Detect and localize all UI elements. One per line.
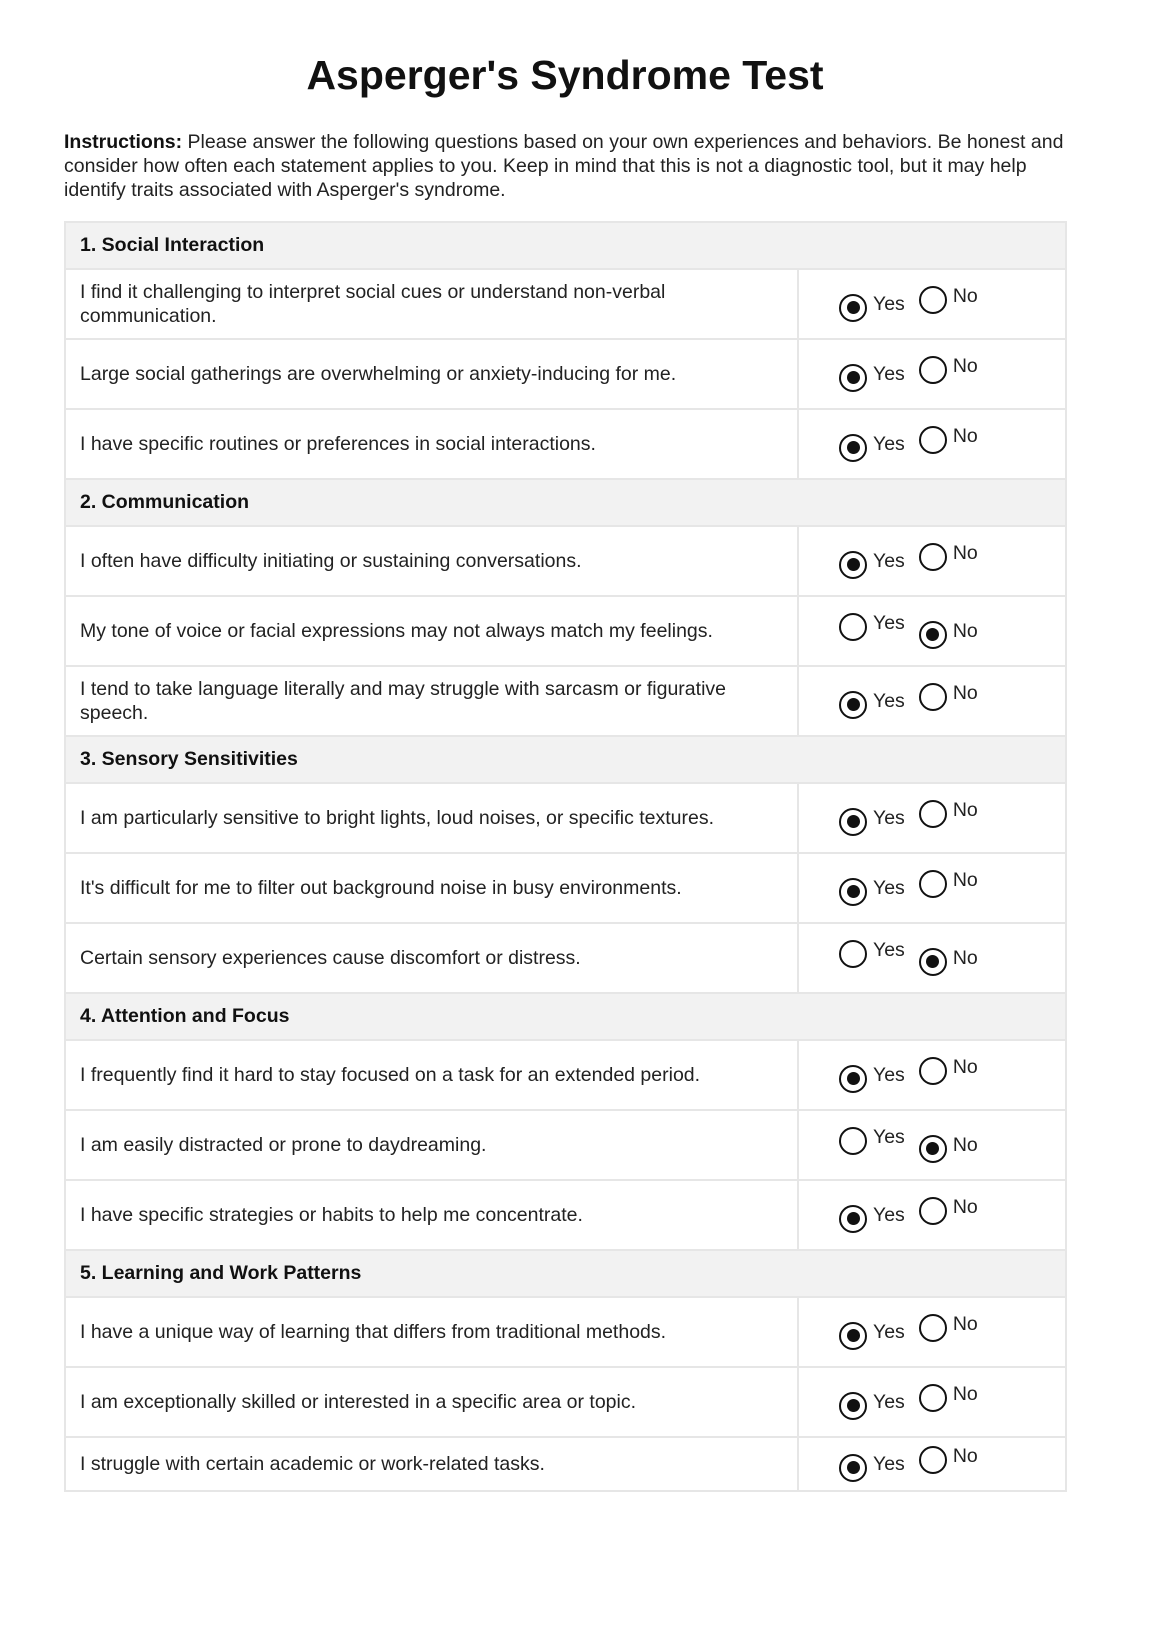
yes-label: Yes bbox=[873, 549, 905, 572]
yes-option[interactable] bbox=[839, 613, 905, 641]
answer-cell bbox=[798, 409, 1066, 479]
answer-cell bbox=[798, 1297, 1066, 1367]
section-title: 1. Social Interaction bbox=[65, 222, 1066, 269]
section-header bbox=[65, 479, 1066, 526]
radio-no[interactable] bbox=[919, 426, 947, 454]
question-text: I am exceptionally skilled or interested in a specific area or topic. bbox=[65, 1367, 798, 1437]
no-label: No bbox=[952, 1445, 978, 1468]
yes-option[interactable] bbox=[839, 1322, 905, 1350]
radio-no[interactable] bbox=[919, 948, 947, 976]
answer-cell bbox=[798, 666, 1066, 736]
answer-cell bbox=[798, 339, 1066, 409]
no-option[interactable] bbox=[919, 426, 978, 454]
section-header bbox=[65, 222, 1066, 269]
question-text: I often have difficulty initiating or sustaining conversations. bbox=[65, 526, 798, 596]
yes-option[interactable] bbox=[839, 940, 905, 968]
no-label: No bbox=[952, 1196, 978, 1219]
radio-no[interactable] bbox=[919, 1384, 947, 1412]
no-label: No bbox=[952, 542, 978, 565]
question-row bbox=[65, 1297, 1066, 1367]
yes-option[interactable] bbox=[839, 364, 905, 392]
question-text: It's difficult for me to filter out background noise in busy environments. bbox=[65, 853, 798, 923]
radio-no[interactable] bbox=[919, 870, 947, 898]
radio-no[interactable] bbox=[919, 1314, 947, 1342]
yes-label: Yes bbox=[873, 612, 905, 635]
no-option[interactable] bbox=[919, 286, 978, 314]
radio-yes[interactable] bbox=[839, 364, 867, 392]
yes-label: Yes bbox=[873, 292, 905, 315]
no-label: No bbox=[952, 1383, 978, 1406]
no-option[interactable] bbox=[919, 948, 978, 976]
radio-yes[interactable] bbox=[839, 691, 867, 719]
answer-cell bbox=[798, 1040, 1066, 1110]
no-option[interactable] bbox=[919, 1197, 978, 1225]
answer-cell bbox=[798, 526, 1066, 596]
yes-label: Yes bbox=[873, 362, 905, 385]
instructions bbox=[64, 130, 1064, 202]
no-option[interactable] bbox=[919, 870, 978, 898]
answer-cell bbox=[798, 596, 1066, 666]
question-row bbox=[65, 339, 1066, 409]
answer-cell bbox=[798, 923, 1066, 993]
answer-cell bbox=[798, 1437, 1066, 1491]
no-option[interactable] bbox=[919, 543, 978, 571]
no-label: No bbox=[952, 425, 978, 448]
question-text: Certain sensory experiences cause discomfort or distress. bbox=[65, 923, 798, 993]
question-row bbox=[65, 666, 1066, 736]
yes-option[interactable] bbox=[839, 1454, 905, 1482]
radio-yes[interactable] bbox=[839, 878, 867, 906]
section-title: 4. Attention and Focus bbox=[65, 993, 1066, 1040]
yes-option[interactable] bbox=[839, 1205, 905, 1233]
question-text: My tone of voice or facial expressions may not always match my feelings. bbox=[65, 596, 798, 666]
yes-label: Yes bbox=[873, 1320, 905, 1343]
section-title: 3. Sensory Sensitivities bbox=[65, 736, 1066, 783]
yes-option[interactable] bbox=[839, 551, 905, 579]
question-text: I am easily distracted or prone to daydreaming. bbox=[65, 1110, 798, 1180]
no-option[interactable] bbox=[919, 1314, 978, 1342]
no-label: No bbox=[952, 1133, 978, 1156]
section-header bbox=[65, 993, 1066, 1040]
answer-cell bbox=[798, 269, 1066, 339]
question-row bbox=[65, 269, 1066, 339]
question-row bbox=[65, 1367, 1066, 1437]
question-text: I struggle with certain academic or work-related tasks. bbox=[65, 1437, 798, 1491]
radio-no[interactable] bbox=[919, 543, 947, 571]
question-row bbox=[65, 1040, 1066, 1110]
radio-yes[interactable] bbox=[839, 1392, 867, 1420]
answer-cell bbox=[798, 783, 1066, 853]
instructions-label: Instructions: bbox=[64, 131, 183, 153]
no-label: No bbox=[952, 946, 978, 969]
radio-no[interactable] bbox=[919, 1135, 947, 1163]
question-row bbox=[65, 1437, 1066, 1491]
question-row bbox=[65, 409, 1066, 479]
no-label: No bbox=[952, 869, 978, 892]
question-row bbox=[65, 526, 1066, 596]
radio-yes[interactable] bbox=[839, 940, 867, 968]
radio-no[interactable] bbox=[919, 1197, 947, 1225]
radio-no[interactable] bbox=[919, 800, 947, 828]
no-label: No bbox=[952, 1056, 978, 1079]
radio-yes[interactable] bbox=[839, 434, 867, 462]
yes-option[interactable] bbox=[839, 1127, 905, 1155]
question-row bbox=[65, 596, 1066, 666]
radio-no[interactable] bbox=[919, 683, 947, 711]
yes-option[interactable] bbox=[839, 878, 905, 906]
yes-label: Yes bbox=[873, 1203, 905, 1226]
radio-no[interactable] bbox=[919, 621, 947, 649]
yes-label: Yes bbox=[873, 689, 905, 712]
no-label: No bbox=[952, 355, 978, 378]
radio-yes[interactable] bbox=[839, 613, 867, 641]
no-option[interactable] bbox=[919, 1446, 978, 1474]
no-option[interactable] bbox=[919, 1135, 978, 1163]
yes-option[interactable] bbox=[839, 434, 905, 462]
no-label: No bbox=[952, 285, 978, 308]
yes-option[interactable] bbox=[839, 294, 905, 322]
yes-label: Yes bbox=[873, 432, 905, 455]
question-row bbox=[65, 923, 1066, 993]
radio-yes[interactable] bbox=[839, 1205, 867, 1233]
question-text: I have a unique way of learning that differs from traditional methods. bbox=[65, 1297, 798, 1367]
question-text: I am particularly sensitive to bright lights, loud noises, or specific textures. bbox=[65, 783, 798, 853]
no-label: No bbox=[952, 619, 978, 642]
yes-label: Yes bbox=[873, 876, 905, 899]
no-option[interactable] bbox=[919, 683, 978, 711]
yes-label: Yes bbox=[873, 1126, 905, 1149]
yes-label: Yes bbox=[873, 1063, 905, 1086]
yes-option[interactable] bbox=[839, 1392, 905, 1420]
question-row bbox=[65, 1180, 1066, 1250]
no-option[interactable] bbox=[919, 356, 978, 384]
answer-cell bbox=[798, 853, 1066, 923]
radio-no[interactable] bbox=[919, 286, 947, 314]
question-text: I frequently find it hard to stay focused on a task for an extended period. bbox=[65, 1040, 798, 1110]
radio-yes[interactable] bbox=[839, 294, 867, 322]
radio-no[interactable] bbox=[919, 356, 947, 384]
radio-yes[interactable] bbox=[839, 551, 867, 579]
radio-no[interactable] bbox=[919, 1446, 947, 1474]
no-option[interactable] bbox=[919, 1057, 978, 1085]
no-option[interactable] bbox=[919, 800, 978, 828]
question-text: Large social gatherings are overwhelming or anxiety-inducing for me. bbox=[65, 339, 798, 409]
section-header bbox=[65, 1250, 1066, 1297]
no-label: No bbox=[952, 682, 978, 705]
yes-label: Yes bbox=[873, 1452, 905, 1475]
question-row bbox=[65, 853, 1066, 923]
page-title: Asperger's Syndrome Test bbox=[306, 52, 824, 98]
radio-no[interactable] bbox=[919, 1057, 947, 1085]
question-text: I have specific routines or preferences in social interactions. bbox=[65, 409, 798, 479]
section-title: 2. Communication bbox=[65, 479, 1066, 526]
no-option[interactable] bbox=[919, 1384, 978, 1412]
yes-option[interactable] bbox=[839, 1065, 905, 1093]
section-header bbox=[65, 736, 1066, 783]
no-label: No bbox=[952, 799, 978, 822]
no-option[interactable] bbox=[919, 621, 978, 649]
instructions-text: Please answer the following questions based on your own experiences and behaviors. Be honest and consider how often each statement applies to you. Keep in mind that this is not a diagnostic tool, but it may help identify traits associated with Asperger's syndrome. bbox=[64, 131, 1064, 201]
radio-yes[interactable] bbox=[839, 1322, 867, 1350]
yes-label: Yes bbox=[873, 939, 905, 962]
question-text: I find it challenging to interpret social cues or understand non-verbal communication. bbox=[65, 269, 798, 339]
yes-label: Yes bbox=[873, 1390, 905, 1413]
yes-option[interactable] bbox=[839, 691, 905, 719]
radio-yes[interactable] bbox=[839, 1065, 867, 1093]
answer-cell bbox=[798, 1367, 1066, 1437]
no-label: No bbox=[952, 1313, 978, 1336]
answer-cell bbox=[798, 1180, 1066, 1250]
question-row bbox=[65, 1110, 1066, 1180]
radio-yes[interactable] bbox=[839, 1127, 867, 1155]
question-row bbox=[65, 783, 1066, 853]
yes-option[interactable] bbox=[839, 808, 905, 836]
question-text: I tend to take language literally and may struggle with sarcasm or figurative speech. bbox=[65, 666, 798, 736]
radio-yes[interactable] bbox=[839, 808, 867, 836]
questionnaire-table bbox=[64, 221, 1067, 1492]
yes-label: Yes bbox=[873, 806, 905, 829]
question-text: I have specific strategies or habits to help me concentrate. bbox=[65, 1180, 798, 1250]
answer-cell bbox=[798, 1110, 1066, 1180]
section-title: 5. Learning and Work Patterns bbox=[65, 1250, 1066, 1297]
radio-yes[interactable] bbox=[839, 1454, 867, 1482]
